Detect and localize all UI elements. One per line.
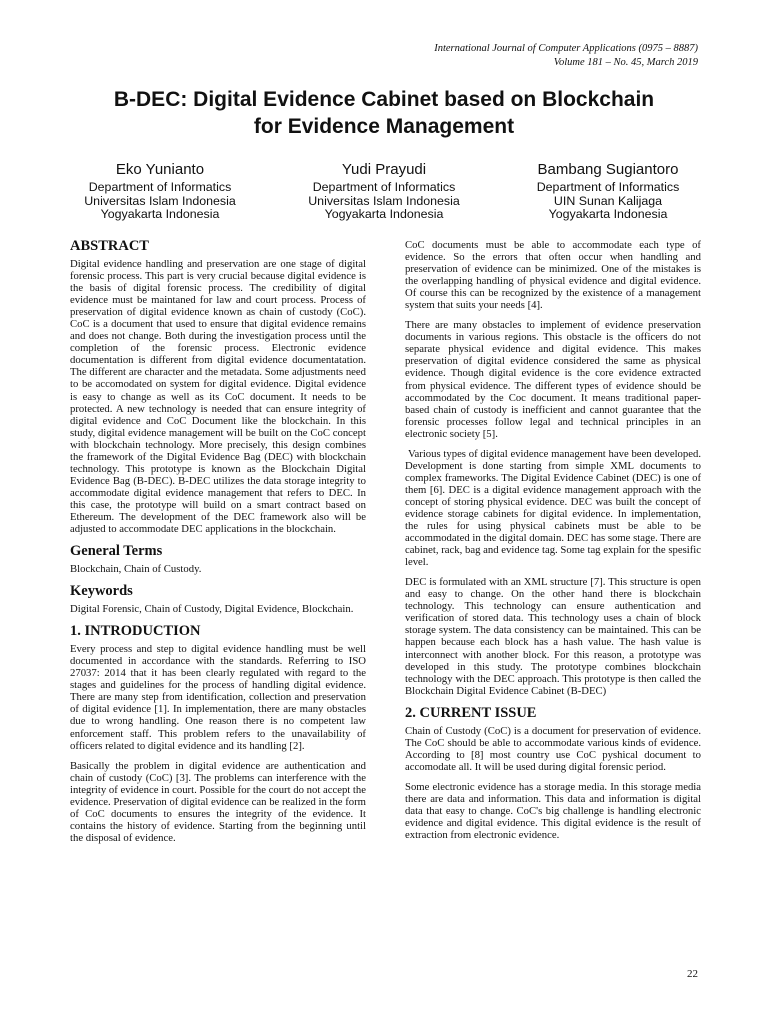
author-institution: UIN Sunan Kalijaga: [553, 193, 663, 208]
right-column: [405, 239, 701, 849]
introduction-paragraph: DEC is formulated with an XML structure [7]. This structure is open and easy to change. On the other hand there is blockchain technology. This technology can ensure authentication and verification of stored data. This technology uses a chain of block storage system. The data consistency can be maintained. This can be happen because each block has a hash value. The hash value is interconnect with another block. For this reason, a prototype was developed in this study. The prototype combines blockchain technology with the DEC approach. This prototype is then called the Blockchain Digital Evidence Cabinet (B-DEC): [405, 576, 701, 697]
introduction-heading: 1. INTRODUCTION: [70, 623, 201, 640]
author-city: Yogyakarta Indonesia: [100, 207, 220, 222]
current-issue-heading: 2. CURRENT ISSUE: [405, 704, 537, 721]
title-line-1: B-DEC: Digital Evidence Cabinet based on Blockchain: [113, 88, 655, 111]
journal-volume: Volume 181 – No. 45, March 2019: [553, 57, 698, 68]
keywords-text: Digital Forensic, Chain of Custody, Digital Evidence, Blockchain.: [70, 603, 354, 616]
author-1: [60, 160, 260, 222]
author-block: [60, 160, 708, 222]
author-institution: Universitas Islam Indonesia: [308, 193, 460, 208]
author-name: Bambang Sugiantoro: [537, 161, 679, 178]
author-name: Yudi Prayudi: [341, 161, 427, 178]
journal-header: [434, 42, 698, 70]
author-name: Eko Yunianto: [115, 161, 205, 178]
author-city: Yogyakarta Indonesia: [548, 207, 668, 222]
author-2: [284, 160, 484, 222]
introduction-paragraph: Basically the problem in digital evidence are authentication and chain of custody (CoC) [3]. The problems can interference with the integrity of evidence in court. Possible for the court do not accept the evidence. Preservation of digital evidence can be realized in the form of CoC documents to ensures the integrity of the evidence. It contains the history of evidence. Starting from the beginning until the disposal of evidence.: [70, 759, 366, 844]
introduction-paragraph: CoC documents must be able to accommodate each type of evidence. So the errors that often occur when handling and preservation of evidence can be minimized. One of the mistakes is the overlapping handling of physical evidence and digital evidence. Of course this can be recognized by the existence of a management system that suits your needs [4].: [405, 239, 701, 312]
author-institution: Universitas Islam Indonesia: [84, 193, 236, 208]
keywords-heading: Keywords: [70, 583, 133, 600]
author-department: Department of Informatics: [88, 180, 232, 194]
author-city: Yogyakarta Indonesia: [324, 207, 444, 222]
journal-name: International Journal of Computer Applications (0975 – 8887): [434, 43, 698, 54]
introduction-paragraph: Various types of digital evidence management have been developed. Development is done starting from simple XML documents to complex frameworks. The Digital Evidence Cabinet (DEC) is one of them [6]. DEC is a digital evidence management approach with the concept of storing physical evidence. DEC was built the concept of evidence storage cabinets for digital evidence. In implementation, the rules for using physical cabinets must be able to be accommodated in the digital domain. DEC has some stage. There are cabinet, rack, bag and evidence tag. Some tag explain for the spesific level.: [405, 447, 701, 569]
introduction-paragraph: There are many obstacles to implement of evidence preservation documents in various regions. This obstacle is the officers do not separate physical evidence and digital evidence. This makes preservation of digital evidence considered the same as physical evidence. Though digital evidence is the core evidence extracted from physical evidence. The different types of evidence should be accommodated by the Coc document. It means traditional paper-based chain of custody is inefficient and cannot guarantee that the forensic processes follow legal and technical principles in an electronic society [5].: [405, 319, 701, 440]
general-terms-heading: General Terms: [70, 543, 163, 560]
author-3: [508, 160, 708, 222]
abstract-text: Digital evidence handling and preservation are one stage of digital forensic process. This part is very crucial because digital evidence is the basis of digital forensic process. The credibility of digital evidence must be maintaned for law and court process. Process of preservation of digital evidence known as chain of custody (CoC). CoC is a document that used to ensure that digital evidence remains and does not change. Both during the investigation process until the completion of the forensic process. Electronic evidence documentation is different from digital evidence documentatation. The different are character and the metadata. Some adjustments need to be accomodated on system for digital evidence. Digital evidence is easy to change as well as its CoC document. It needs to be protected. A new technology is needed that can ensure integrity of digital evidence and CoC Document like the blockchain. In this study, digital evidence management will be built on the CoC concept with blockchain technology. More precisely, this design combines the framework of the Digital Evidence Bag (DEC) with blockchain technology. This prototype is known as the Blockchain Digital Evidence Bag (B-DEC). B-DEC utilizes the data storage integrity to accommodate digital evidence management that refers to DEC. In this case, the prototype will build on a smart contract based on Ethereum. The development of the DEC framework also will be adjusted to accommodate DEC applications in the blockchain.: [70, 258, 366, 536]
page-number: 22: [687, 968, 698, 980]
author-department: Department of Informatics: [312, 180, 456, 194]
author-department: Department of Informatics: [536, 180, 680, 194]
current-issue-paragraph: Some electronic evidence has a storage media. In this storage media there are data and information. This data and information is digital data that easy to change. CoC's big challenge is handling electronic evidence and digital evidence. This digital evidence is the result of extraction from electronic evidence.: [405, 780, 701, 842]
title-line-2: for Evidence Management: [253, 115, 515, 138]
current-issue-paragraph: Chain of Custody (CoC) is a document for preservation of evidence. The CoC should be able to accommodate various kinds of evidence. According to [8] most country use CoC pyshical document to accomodate all. It will be used during digital forensic period.: [405, 724, 701, 773]
left-column: [70, 236, 366, 852]
paper-title: [40, 86, 728, 140]
introduction-paragraph: Every process and step to digital evidence handling must be well documented in accordance with the standards. Referring to ISO 27037: 2014 that it has been clearly regulated with regard to the stages and guidelines for the process of handling digital evidence. There are many step from identification, collection and preservation of digital evidence [1]. In implementation, there are many obstacles due to wrong handling. One reason there is no competent law enforcement staff. This problem refers to the unavailability of officers related to digital evidence and its handling [2].: [70, 643, 366, 752]
general-terms-text: Blockchain, Chain of Custody.: [70, 563, 202, 576]
abstract-heading: ABSTRACT: [70, 238, 149, 254]
